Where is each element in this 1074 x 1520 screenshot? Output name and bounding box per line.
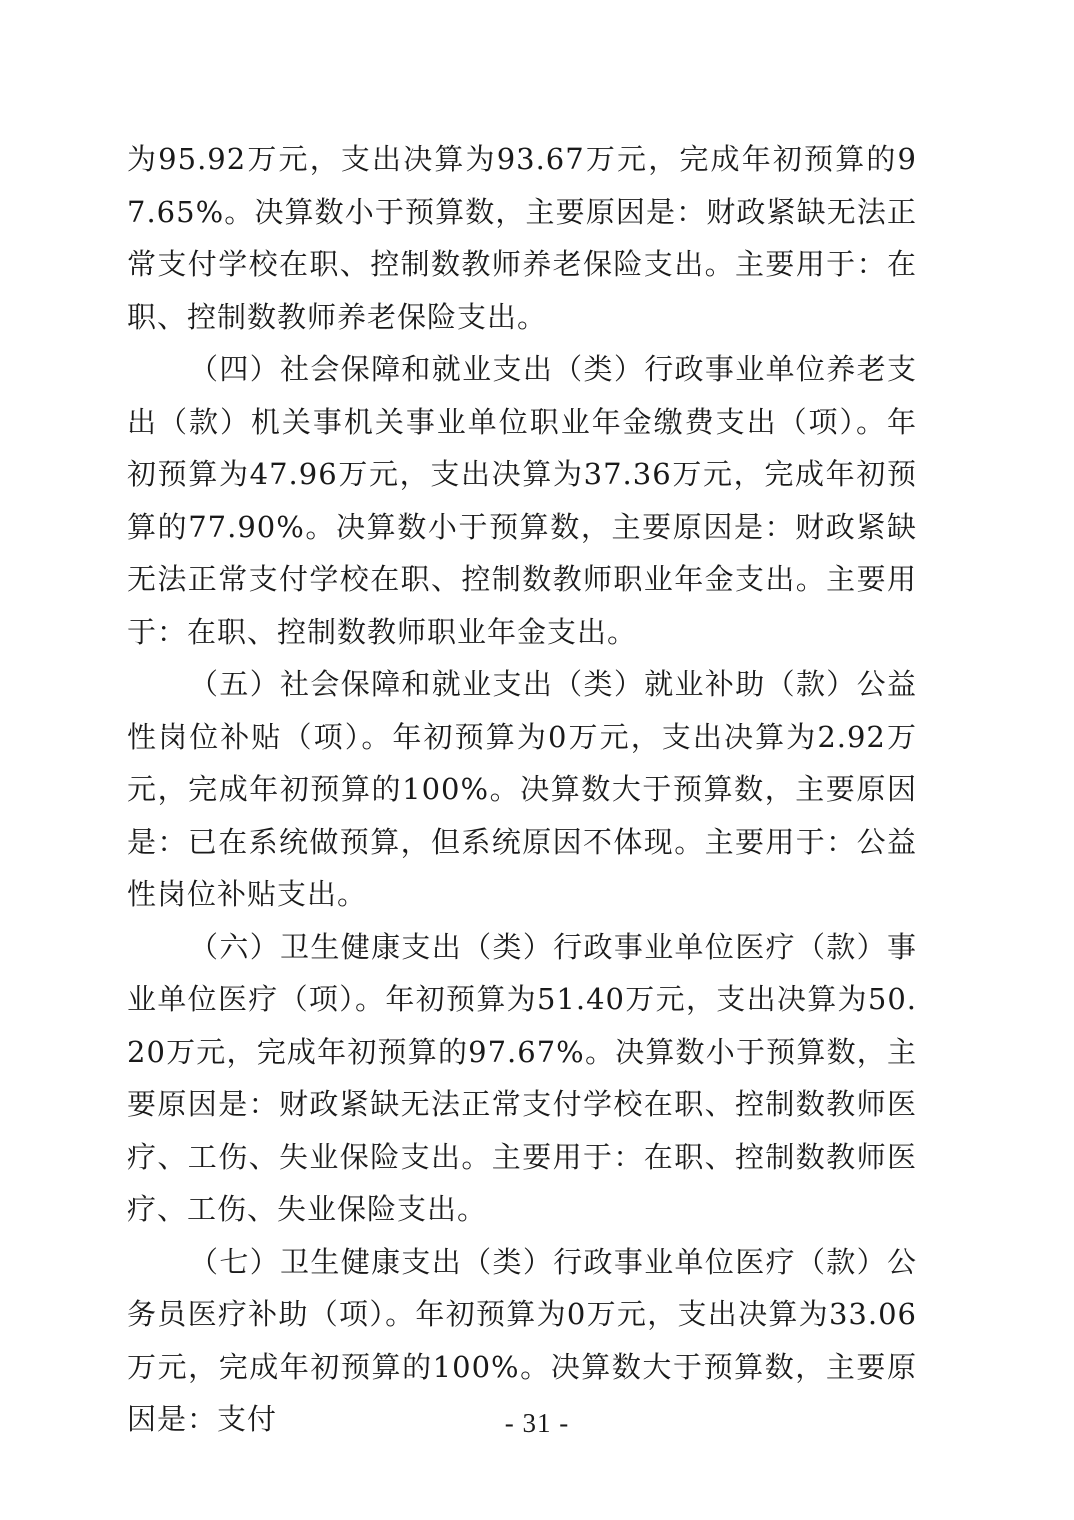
paragraph-item-5: （五）社会保障和就业支出（类）就业补助（款）公益性岗位补贴（项）。年初预算为0万元，支出决算为2.92万元，完成年初预算的100%。决算数大于预算数，主要原因是：已在系统做预算，但系统原因不体现。主要用于：公益性岗位补贴支出。 — [127, 667, 917, 911]
body-text — [127, 133, 917, 1446]
paragraph-item-7: （七）卫生健康支出（类）行政事业单位医疗（款）公务员医疗补助（项）。年初预算为0万元，支出决算为33.06万元，完成年初预算的100%。决算数大于预算数，主要原因是：支付 — [127, 1244, 917, 1436]
paragraph-continuation: 为95.92万元，支出决算为93.67万元，完成年初预算的97.65%。决算数小于预算数，主要原因是：财政紧缺无法正常支付学校在职、控制数教师养老保险支出。主要用于：在职、控制数教师养老保险支出。 — [127, 142, 917, 334]
paragraph-item-6: （六）卫生健康支出（类）行政事业单位医疗（款）事业单位医疗（项）。年初预算为51.40万元，支出决算为50.20万元，完成年初预算的97.67%。决算数小于预算数，主要原因是：财政紧缺无法正常支付学校在职、控制数教师医疗、工伤、失业保险支出。主要用于：在职、控制数教师医疗、工伤、失业保险支出。 — [127, 929, 917, 1226]
page-number: - 31 - — [504, 1408, 570, 1438]
paragraph-item-4: （四）社会保障和就业支出（类）行政事业单位养老支出（款）机关事机关事业单位职业年金缴费支出（项）。年初预算为47.96万元，支出决算为37.36万元，完成年初预算的77.90%。决算数小于预算数，主要原因是：财政紧缺无法正常支付学校在职、控制数教师职业年金支出。主要用于：在职、控制数教师职业年金支出。 — [127, 352, 917, 649]
